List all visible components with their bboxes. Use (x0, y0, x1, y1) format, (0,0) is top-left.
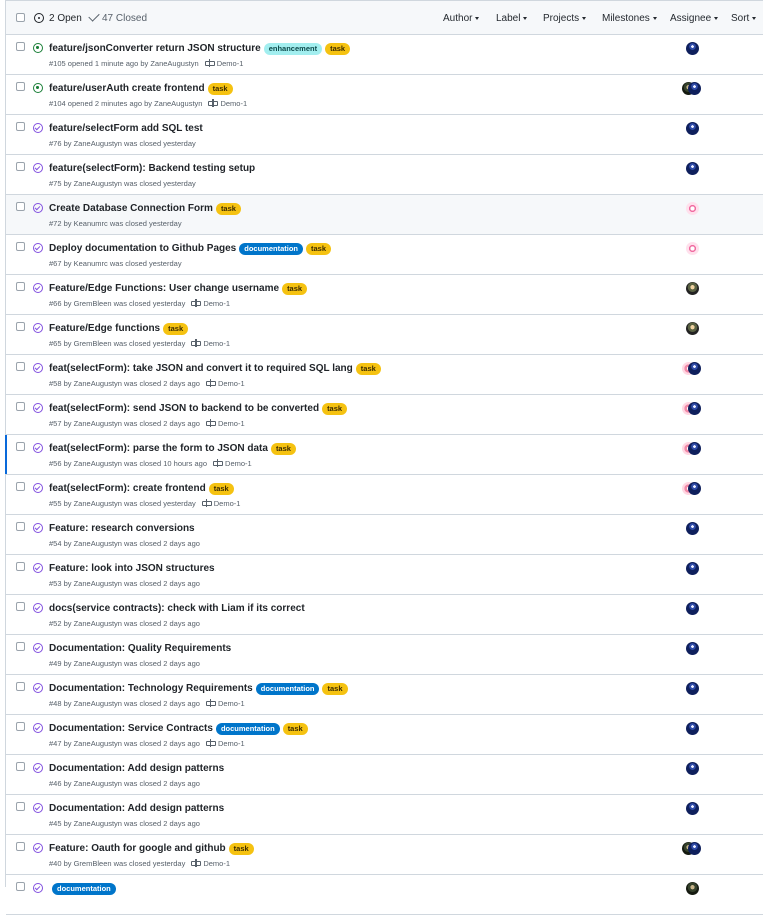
milestone-icon (212, 459, 223, 467)
issue-checkbox[interactable] (16, 202, 25, 211)
assignee-avatars[interactable] (679, 202, 703, 216)
assignee-avatars[interactable] (679, 482, 703, 496)
issue-closed-icon (33, 203, 43, 213)
issue-row[interactable] (6, 395, 763, 435)
assignee-filter[interactable] (670, 11, 718, 25)
issue-title-link[interactable]: Documentation: Quality Requirements (49, 643, 232, 654)
issue-title-line (49, 561, 215, 576)
issue-closed-icon (33, 563, 43, 573)
issue-title-link[interactable]: Feature: research conversions (49, 523, 195, 534)
label-documentation[interactable]: documentation (216, 723, 280, 735)
issue-row[interactable] (6, 755, 763, 795)
open-issues-toggle[interactable] (34, 11, 82, 25)
issue-closed-icon (33, 523, 43, 533)
assignee-avatars[interactable] (679, 42, 703, 56)
label-task[interactable]: task (216, 203, 241, 215)
assignee-avatars[interactable] (679, 842, 703, 856)
issue-title-link[interactable]: Documentation: Service Contracts (49, 723, 213, 734)
issue-title-link[interactable]: feat(selectForm): take JSON and convert it to required SQL lang (49, 363, 353, 374)
label-documentation[interactable]: documentation (239, 243, 303, 255)
milestone-link[interactable] (204, 59, 244, 68)
assignee-avatars[interactable] (679, 882, 703, 896)
issue-title-line (49, 441, 296, 456)
avatar[interactable] (686, 122, 699, 135)
issue-closed-icon (33, 603, 43, 613)
issue-title-link[interactable]: feature/userAuth create frontend (49, 83, 205, 94)
issue-meta-text: #56 by ZaneAugustyn was closed 10 hours ago (49, 458, 208, 468)
issue-checkbox[interactable] (16, 42, 25, 51)
label-task[interactable]: task (282, 283, 307, 295)
issue-meta-text: #53 by ZaneAugustyn was closed 2 days ago (49, 578, 200, 588)
milestone-link[interactable] (205, 379, 245, 388)
issue-row[interactable] (6, 155, 763, 195)
issue-closed-icon (33, 283, 43, 293)
label-filter[interactable] (496, 11, 527, 25)
issue-checkbox[interactable] (16, 122, 25, 131)
issue-title-line (49, 521, 195, 536)
milestone-label: Demo-1 (217, 698, 245, 708)
issue-row[interactable] (6, 555, 763, 595)
avatar[interactable] (686, 522, 699, 535)
assignee-avatars[interactable] (679, 362, 703, 376)
issue-meta-text: #66 by GremBleen was closed yesterday (49, 298, 186, 308)
issue-meta (49, 578, 200, 588)
issue-title-link[interactable]: feature/jsonConverter return JSON structure (49, 43, 261, 54)
issue-title-line (49, 81, 233, 96)
issue-title-link[interactable]: Feature/Edge Functions: User change username (49, 283, 280, 294)
issue-checkbox[interactable] (16, 882, 25, 891)
issue-meta (49, 778, 200, 788)
issue-checkbox[interactable] (16, 362, 25, 371)
label-task[interactable]: task (356, 363, 381, 375)
issue-closed-icon (33, 643, 43, 653)
issue-checkbox[interactable] (16, 402, 25, 411)
issue-title-line (49, 761, 224, 776)
issue-meta-text: #58 by ZaneAugustyn was closed 2 days ago (49, 378, 200, 388)
closed-issues-toggle[interactable] (88, 11, 147, 25)
milestone-icon (207, 99, 218, 107)
issue-checkbox[interactable] (16, 442, 25, 451)
issue-checkbox[interactable] (16, 242, 25, 251)
caret-down-icon (475, 17, 479, 20)
label-task[interactable]: task (209, 483, 234, 495)
issue-meta (49, 378, 245, 388)
milestone-link[interactable] (205, 739, 245, 748)
avatar[interactable] (686, 322, 699, 335)
milestone-link[interactable] (190, 339, 230, 348)
assignee-avatars[interactable] (679, 682, 703, 696)
assignee-avatars[interactable] (679, 802, 703, 816)
milestone-icon (205, 419, 216, 427)
label-task[interactable]: task (208, 83, 233, 95)
caret-down-icon (653, 17, 657, 20)
assignee-avatars[interactable] (679, 122, 703, 136)
issue-title-line (49, 801, 224, 816)
open-count-label: 2 Open (49, 12, 82, 24)
issue-row[interactable] (6, 355, 763, 395)
avatar[interactable] (688, 362, 701, 375)
milestone-icon (201, 499, 212, 507)
issue-checkbox[interactable] (16, 722, 25, 731)
label-task[interactable]: task (271, 443, 296, 455)
issue-meta (49, 658, 200, 668)
assignee-avatars[interactable] (679, 562, 703, 576)
caret-down-icon (582, 17, 586, 20)
issues-list (5, 0, 763, 893)
issue-meta-text: #105 opened 1 minute ago by ZaneAugustyn (49, 58, 199, 68)
issue-checkbox[interactable] (16, 322, 25, 331)
issue-title-line (49, 401, 347, 416)
issue-meta-text: #40 by GremBleen was closed yesterday (49, 858, 186, 868)
issue-meta-text: #57 by ZaneAugustyn was closed 2 days ago (49, 418, 200, 428)
issue-row[interactable] (6, 875, 763, 915)
issue-meta-text: #75 by ZaneAugustyn was closed yesterday (49, 178, 196, 188)
milestone-icon (204, 59, 215, 67)
issue-meta (49, 178, 196, 188)
issue-title-line (49, 881, 116, 896)
issue-meta-text: #52 by ZaneAugustyn was closed 2 days ago (49, 618, 200, 628)
issue-row[interactable] (6, 195, 763, 235)
milestone-label: Demo-1 (217, 418, 245, 428)
issue-meta (49, 818, 200, 828)
issue-meta (49, 738, 245, 748)
milestone-icon (205, 379, 216, 387)
check-icon (88, 13, 98, 23)
issue-meta (49, 418, 245, 428)
milestone-link[interactable] (201, 499, 241, 508)
assignee-avatars[interactable] (679, 282, 703, 296)
milestone-label: Demo-1 (203, 298, 231, 308)
milestone-icon (205, 699, 216, 707)
assignee-avatars[interactable] (679, 522, 703, 536)
label-task[interactable]: task (163, 323, 188, 335)
avatar[interactable] (686, 682, 699, 695)
issue-meta (49, 618, 200, 628)
issue-title-line (49, 281, 307, 296)
milestone-label: Demo-1 (216, 58, 244, 68)
issue-row[interactable] (6, 475, 763, 515)
label-task[interactable]: task (306, 243, 331, 255)
label-task[interactable]: task (283, 723, 308, 735)
sort-label: Sort (731, 12, 750, 24)
issue-meta (49, 58, 243, 68)
issue-row[interactable] (6, 795, 763, 835)
avatar[interactable] (688, 842, 701, 855)
sort-dropdown[interactable] (731, 11, 756, 25)
issue-opened-icon (33, 43, 43, 53)
closed-count-label: 47 Closed (102, 12, 148, 24)
label-documentation[interactable]: documentation (256, 683, 320, 695)
issue-meta (49, 298, 230, 308)
issue-closed-icon (33, 363, 43, 373)
issue-checkbox[interactable] (16, 602, 25, 611)
issue-title-link[interactable]: feature/selectForm add SQL test (49, 123, 203, 134)
issue-meta (49, 498, 240, 508)
select-all-checkbox[interactable] (16, 13, 25, 22)
issue-title-link[interactable]: feat(selectForm): create frontend (49, 483, 206, 494)
issue-title-link[interactable]: Documentation: Technology Requirements (49, 683, 253, 694)
milestone-label: Demo-1 (225, 458, 252, 468)
avatar[interactable] (686, 162, 699, 175)
issue-title-line (49, 721, 308, 736)
avatar[interactable] (688, 482, 701, 495)
issue-meta-text: #48 by ZaneAugustyn was closed 2 days ago (49, 698, 200, 708)
issue-closed-icon (33, 243, 43, 253)
issue-closed-icon (33, 123, 43, 133)
assignee-avatars[interactable] (679, 722, 703, 736)
issue-row[interactable] (6, 595, 763, 635)
avatar[interactable] (688, 442, 701, 455)
issue-title-link[interactable]: Create Database Connection Form (49, 203, 213, 214)
milestone-icon (205, 739, 216, 747)
avatar[interactable] (686, 802, 699, 815)
issue-row[interactable] (6, 315, 763, 355)
issue-meta-text: #65 by GremBleen was closed yesterday (49, 338, 186, 348)
issue-meta (49, 98, 247, 108)
issue-checkbox[interactable] (16, 522, 25, 531)
issue-title-link[interactable]: Feature/Edge functions (49, 323, 161, 334)
issue-meta (49, 698, 245, 708)
issue-meta-text: #47 by ZaneAugustyn was closed 2 days ago (49, 738, 200, 748)
issue-title-link[interactable]: Feature: look into JSON structures (49, 563, 215, 574)
issue-title-link[interactable]: docs(service contracts): check with Liam if its correct (49, 603, 305, 614)
issue-title-link[interactable]: Documentation: Add design patterns (49, 803, 225, 814)
milestone-label: Demo-1 (220, 98, 248, 108)
issue-row[interactable] (6, 275, 763, 315)
milestone-label: Demo-1 (203, 858, 231, 868)
issue-title-line (49, 121, 203, 136)
assignee-avatars[interactable] (679, 402, 703, 416)
issue-title-line (49, 321, 188, 336)
issues-list-header (6, 1, 763, 35)
caret-down-icon (752, 17, 756, 20)
issue-row[interactable] (6, 35, 763, 75)
issue-meta (49, 338, 230, 348)
issue-title-link[interactable]: feat(selectForm): parse the form to JSON data (49, 443, 268, 454)
label-task[interactable]: task (322, 683, 347, 695)
issue-meta-text: #67 by Keanumrc was closed yesterday (49, 258, 182, 268)
issue-closed-icon (33, 683, 43, 693)
issue-title-line (49, 601, 305, 616)
issue-title-link[interactable]: feature(selectForm): Backend testing setup (49, 163, 256, 174)
issue-title-link[interactable]: feat(selectForm): send JSON to backend to be converted (49, 403, 320, 414)
issue-closed-icon (33, 843, 43, 853)
issue-title-line (49, 481, 234, 496)
milestone-label: Demo-1 (217, 378, 245, 388)
avatar[interactable] (686, 722, 699, 735)
issue-title-link[interactable]: Deploy documentation to Github Pages (49, 243, 237, 254)
issue-title-line (49, 641, 231, 656)
author-filter-label: Author (443, 12, 473, 24)
issue-meta (49, 458, 252, 468)
issue-closed-icon (33, 883, 43, 893)
issue-meta (49, 538, 200, 548)
projects-filter-label: Projects (543, 12, 580, 24)
milestone-link[interactable] (190, 299, 230, 308)
milestones-filter[interactable] (602, 11, 657, 25)
issue-meta (49, 138, 196, 148)
issue-opened-icon (33, 83, 43, 93)
milestone-icon (190, 339, 201, 347)
avatar[interactable] (688, 402, 701, 415)
issue-title-line (49, 161, 255, 176)
milestone-link[interactable] (205, 419, 245, 428)
issue-meta-text: #55 by ZaneAugustyn was closed yesterday (49, 498, 196, 508)
milestone-icon (190, 859, 201, 867)
issue-closed-icon (33, 483, 43, 493)
assignee-avatars[interactable] (679, 242, 703, 256)
avatar[interactable] (688, 82, 701, 95)
issue-row[interactable] (6, 115, 763, 155)
caret-down-icon (714, 17, 718, 20)
issue-row[interactable] (6, 235, 763, 275)
issue-checkbox[interactable] (16, 642, 25, 651)
label-enhancement[interactable]: enhancement (264, 43, 322, 55)
milestone-icon (190, 299, 201, 307)
assignee-avatars[interactable] (679, 82, 703, 96)
avatar[interactable] (686, 42, 699, 55)
milestone-label: Demo-1 (203, 338, 231, 348)
issue-rows (6, 35, 763, 915)
avatar[interactable] (686, 282, 699, 295)
issue-meta-text: #104 opened 2 minutes ago by ZaneAugustyn (49, 98, 203, 108)
avatar[interactable] (686, 202, 699, 215)
label-task[interactable]: task (322, 403, 347, 415)
issue-opened-icon (34, 13, 44, 23)
issue-meta-text: #76 by ZaneAugustyn was closed yesterday (49, 138, 196, 148)
label-task[interactable]: task (229, 843, 254, 855)
issue-title-link[interactable]: Feature: Oauth for google and github (49, 843, 226, 854)
caret-down-icon (523, 17, 527, 20)
issue-meta-text: #46 by ZaneAugustyn was closed 2 days ago (49, 778, 200, 788)
issue-title-line (49, 41, 350, 56)
issue-closed-icon (33, 803, 43, 813)
milestones-filter-label: Milestones (602, 12, 650, 24)
issue-title-link[interactable]: Documentation: Add design patterns (49, 763, 225, 774)
issue-row[interactable] (6, 835, 763, 875)
issue-row[interactable] (6, 515, 763, 555)
issue-closed-icon (33, 163, 43, 173)
avatar[interactable] (686, 762, 699, 775)
assignee-filter-label: Assignee (670, 12, 712, 24)
avatar[interactable] (686, 882, 699, 895)
issue-title-line (49, 201, 241, 216)
milestone-link[interactable] (212, 459, 252, 468)
issue-meta-text: #45 by ZaneAugustyn was closed 2 days ago (49, 818, 200, 828)
label-filter-label: Label (496, 12, 521, 24)
assignee-avatars[interactable] (679, 642, 703, 656)
issue-title-line (49, 841, 254, 856)
avatar[interactable] (686, 602, 699, 615)
issue-meta-text: #72 by Keanumrc was closed yesterday (49, 218, 182, 228)
milestone-label: Demo-1 (213, 498, 241, 508)
issue-closed-icon (33, 723, 43, 733)
milestone-link[interactable] (207, 99, 247, 108)
issue-closed-icon (33, 763, 43, 773)
issue-row[interactable] (6, 635, 763, 675)
projects-filter[interactable] (543, 11, 586, 25)
assignee-avatars[interactable] (679, 442, 703, 456)
milestone-link[interactable] (205, 699, 245, 708)
issue-checkbox[interactable] (16, 562, 25, 571)
label-task[interactable]: task (325, 43, 350, 55)
issue-row[interactable] (6, 75, 763, 115)
issue-closed-icon (33, 443, 43, 453)
assignee-avatars[interactable] (679, 762, 703, 776)
avatar[interactable] (686, 242, 699, 255)
issue-checkbox[interactable] (16, 762, 25, 771)
issue-checkbox[interactable] (16, 482, 25, 491)
avatar[interactable] (686, 562, 699, 575)
issue-checkbox[interactable] (16, 282, 25, 291)
issue-row[interactable] (6, 435, 763, 475)
issue-title-line (49, 361, 381, 376)
issue-checkbox[interactable] (16, 82, 25, 91)
issue-row[interactable] (6, 715, 763, 755)
issue-meta (49, 258, 182, 268)
milestone-link[interactable] (190, 859, 230, 868)
author-filter[interactable] (443, 11, 479, 25)
issue-closed-icon (33, 403, 43, 413)
issue-checkbox[interactable] (16, 842, 25, 851)
issue-checkbox[interactable] (16, 162, 25, 171)
issue-row[interactable] (6, 675, 763, 715)
issue-title-line (49, 241, 331, 256)
issue-checkbox[interactable] (16, 802, 25, 811)
issue-closed-icon (33, 323, 43, 333)
issue-meta (49, 858, 230, 868)
label-documentation[interactable]: documentation (52, 883, 116, 895)
issue-meta-text: #54 by ZaneAugustyn was closed 2 days ago (49, 538, 200, 548)
milestone-label: Demo-1 (217, 738, 245, 748)
issue-checkbox[interactable] (16, 682, 25, 691)
assignee-avatars[interactable] (679, 602, 703, 616)
assignee-avatars[interactable] (679, 162, 703, 176)
avatar[interactable] (686, 642, 699, 655)
issue-title-line (49, 681, 348, 696)
issue-meta-text: #49 by ZaneAugustyn was closed 2 days ago (49, 658, 200, 668)
assignee-avatars[interactable] (679, 322, 703, 336)
issue-meta (49, 218, 182, 228)
